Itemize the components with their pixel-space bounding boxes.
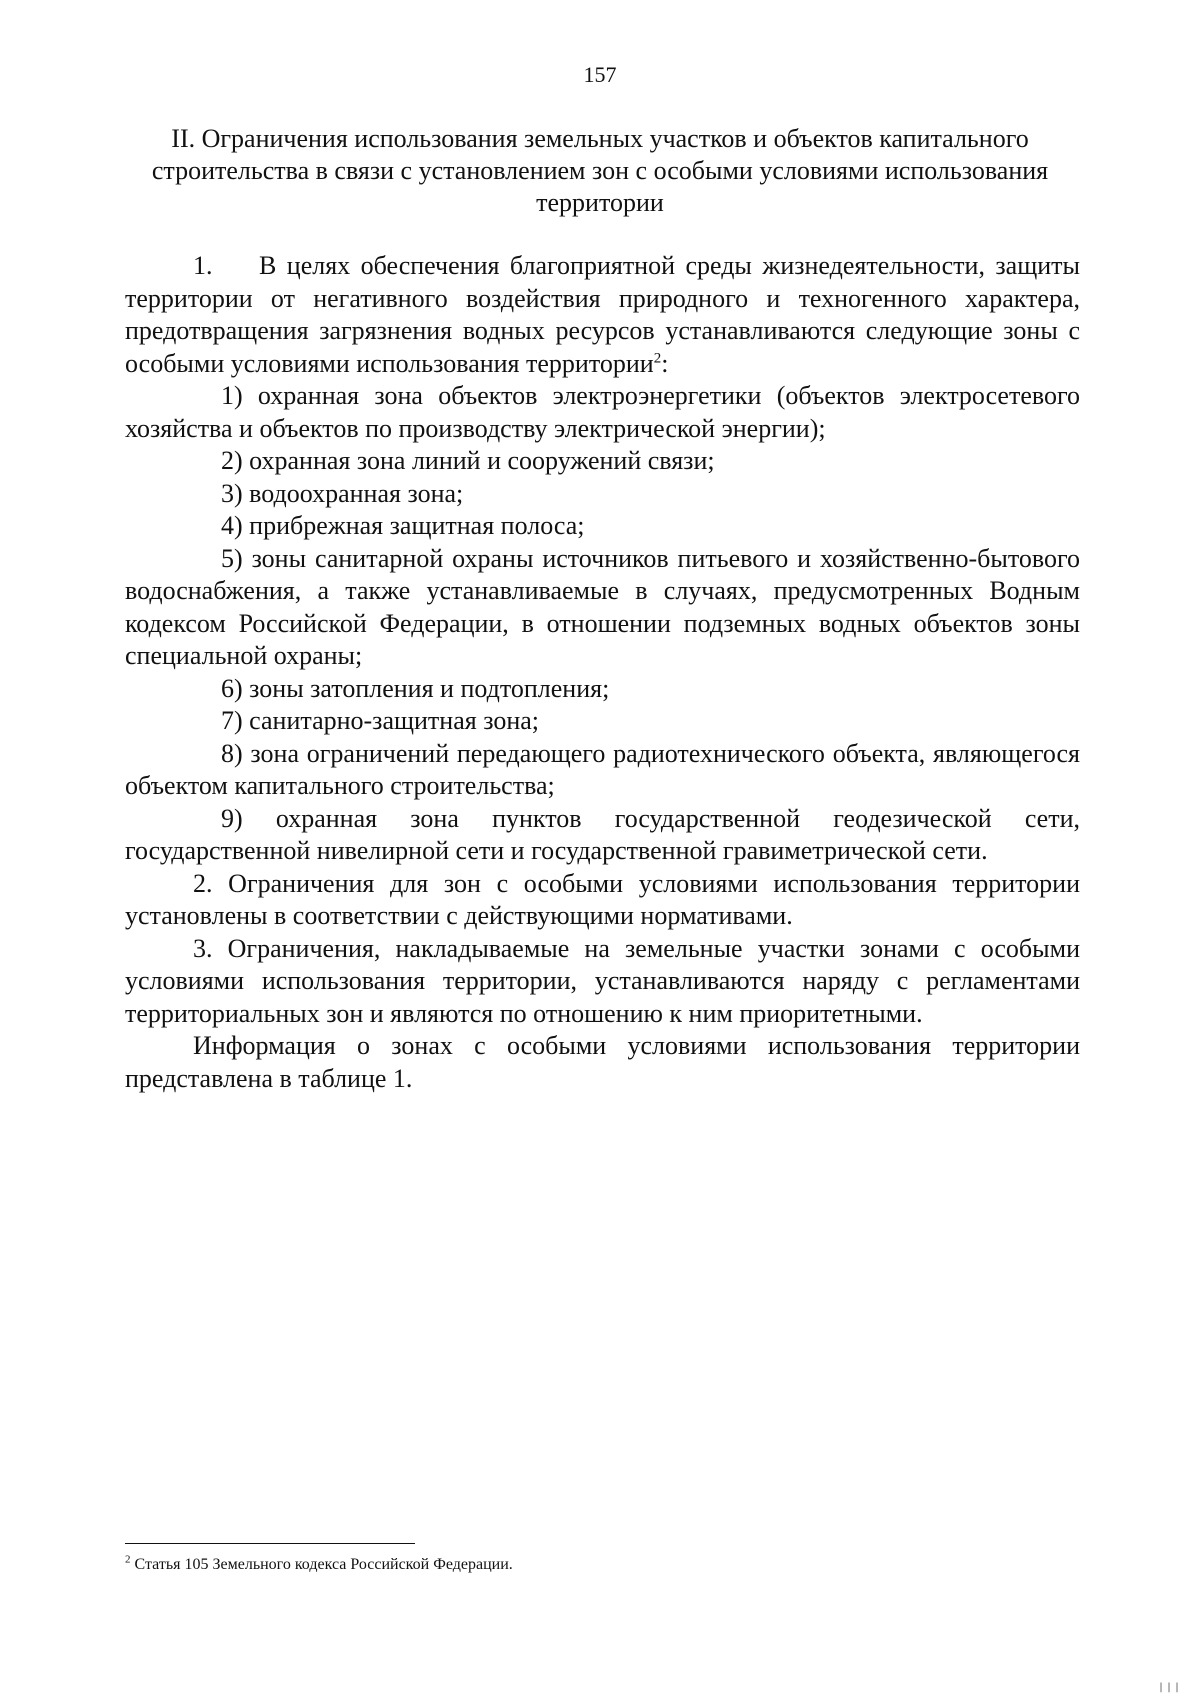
paragraph-4: Информация о зонах с особыми условиями использования территории представлена в таблице 1.	[125, 1031, 1080, 1093]
footnote-marker: 2	[125, 1553, 131, 1566]
zone-item: 6) зоны затопления и подтопления;	[221, 673, 610, 703]
zone-item: 4) прибрежная защитная полоса;	[221, 511, 585, 540]
section-heading: II. Ограничения использования земельных участков и объектов капитального строительства в связи с установлением зон с особыми условиями использования территории	[151, 124, 1049, 217]
paragraph-1-text: В целях обеспечения благоприятной среды жизнедеятельности, защиты территории от негативного воздействия природного и техногенного характера, предотвращения загрязнения водных ресурсов устанавливаются следующие зоны с особыми условиями использования территории	[125, 251, 1080, 378]
zone-item: 5) зоны санитарной охраны источников питьевого и хозяйственно-бытового водоснабжения, а также устанавливаемые в случаях, предусмотренных Водным кодексом Российской Федерации, в отношении подземных водных объектов зоны специальной охраны;	[125, 543, 1080, 670]
zone-item: 9) охранная зона пунктов государственной геодезической сети, государственной нивелирной сети и государственной гравиметрической сети.	[125, 803, 1080, 865]
paragraph-2: 2. Ограничения для зон с особыми условиями использования территории установлены в соответствии с действующими нормативами.	[125, 868, 1080, 930]
page-number: 157	[583, 62, 617, 87]
zone-item: 7) санитарно-защитная зона;	[221, 706, 539, 735]
footnote-separator	[125, 1543, 415, 1544]
paragraph-1-end: :	[661, 348, 669, 378]
footnote	[125, 1555, 1025, 1575]
zone-item: 8) зона ограничений передающего радиотехнического объекта, являющегося объектом капитального строительства;	[125, 738, 1080, 800]
paragraph-1-number: 1.	[193, 251, 213, 280]
scan-edge-mark: |||	[1157, 1682, 1182, 1693]
zone-item: 3) водоохранная зона;	[221, 478, 464, 508]
footnote-reference[interactable]: 2	[653, 349, 662, 366]
paragraph-1	[125, 250, 1080, 380]
zone-item: 2) охранная зона линий и сооружений связи;	[221, 446, 715, 475]
paragraph-3: 3. Ограничения, накладываемые на земельные участки зонами с особыми условиями использования территории, устанавливаются наряду с регламентами территориальных зон и являются по отношению к ним приоритетными.	[125, 933, 1080, 1028]
footnote-text: Статья 105 Земельного кодекса Российской Федерации.	[134, 1556, 513, 1573]
document-body	[125, 250, 1080, 1095]
zone-item: 1) охранная зона объектов электроэнергетики (объектов электросетевого хозяйства и объектов по производству электрической энергии);	[125, 381, 1080, 443]
